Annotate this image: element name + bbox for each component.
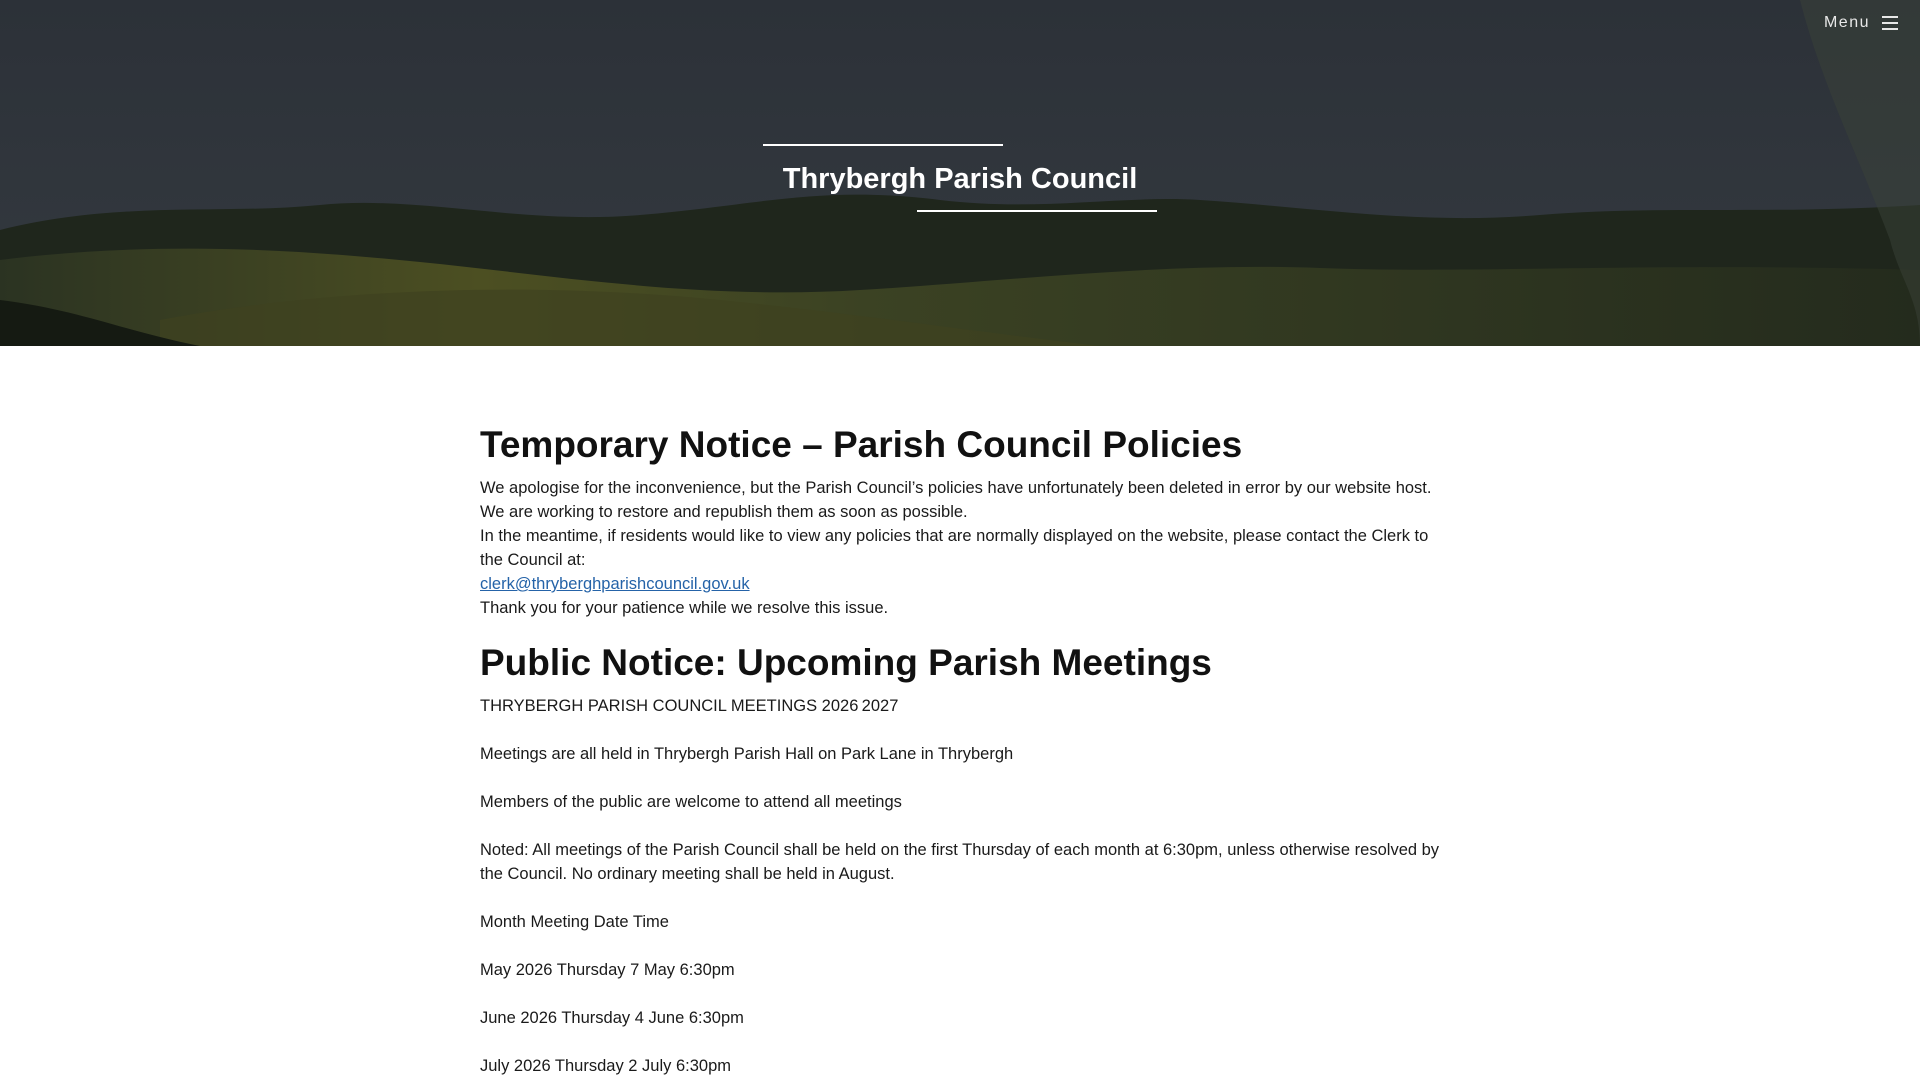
meetings-table-header: Month Meeting Date Time xyxy=(480,913,669,931)
policies-notice xyxy=(480,420,1450,620)
meeting-row: June 2026 Thursday 4 June 6:30pm xyxy=(480,1009,744,1027)
meetings-subtitle: THRYBERGH PARISH COUNCIL MEETINGS 2026 2027 xyxy=(480,697,899,715)
title-rule-bottom xyxy=(917,210,1157,212)
clerk-email-line xyxy=(480,572,1450,596)
site-title[interactable]: Thrybergh Parish Council xyxy=(782,163,1138,195)
meetings-notice-heading: Public Notice: Upcoming Parish Meetings xyxy=(480,642,1212,683)
meetings-location: Meetings are all held in Thrybergh Parish Hall on Park Lane in Thrybergh xyxy=(480,745,1014,763)
main-content xyxy=(480,420,1450,1078)
title-rule-top xyxy=(763,144,1003,146)
policies-notice-text-1: We apologise for the inconvenience, but the Parish Council’s policies have unfortunately been deleted in error by our website host. xyxy=(480,479,1432,497)
meetings-public: Members of the public are welcome to attend all meetings xyxy=(480,793,902,811)
hamburger-icon xyxy=(1882,16,1898,30)
menu-label: Menu xyxy=(1823,14,1870,31)
policies-notice-text-4: Thank you for your patience while we resolve this issue. xyxy=(480,599,889,617)
clerk-email-link[interactable]: clerk@thryberghparishcouncil.gov.uk xyxy=(480,575,750,593)
meetings-noted: Noted: All meetings of the Parish Council shall be held on the first Thursday of each month at 6:30pm, unless otherwise resolved by the Council. No ordinary meeting shall be held in August. xyxy=(480,841,1440,883)
menu-button[interactable] xyxy=(1824,14,1898,32)
meeting-row: July 2026 Thursday 2 July 6:30pm xyxy=(480,1057,732,1075)
policies-notice-text-2: We are working to restore and republish them as soon as possible. xyxy=(480,503,968,521)
policies-notice-heading: Temporary Notice – Parish Council Policies xyxy=(480,424,1243,465)
meeting-row: May 2026 Thursday 7 May 6:30pm xyxy=(480,961,735,979)
hero-banner xyxy=(0,0,1920,346)
policies-notice-text-3: In the meantime, if residents would like to view any policies that are normally displayed on the website, please contact the Clerk to the Council at: xyxy=(480,527,1429,569)
meetings-notice xyxy=(480,638,1450,1078)
